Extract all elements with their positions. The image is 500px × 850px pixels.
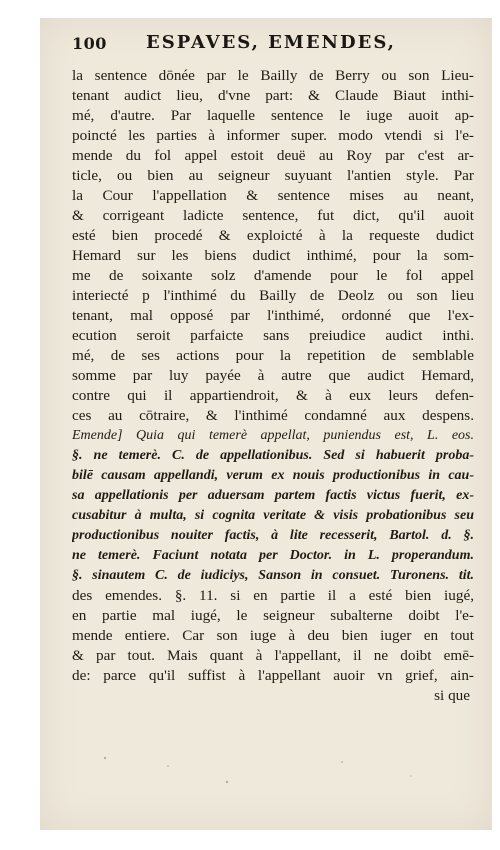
paper-speckles <box>77 750 497 800</box>
running-head: ESPAVES, EMENDES, <box>146 32 396 53</box>
text-line: interiecté p l'inthimé du Bailly de Deolz ou son lieu <box>72 287 474 304</box>
text-line: mé, de ses actions pour la repetition de semblable <box>72 347 474 364</box>
text-line: mé, d'autre. Par laquelle sentence le iuge auoit ap- <box>72 107 474 124</box>
text-line: poincté les parties à informer super. modo vtendi si l'e- <box>72 127 474 144</box>
text-line: ecution seroit parfaicte sans preiudice audict inthi. <box>72 327 474 344</box>
gloss-line: cusabitur à multa, si cognita veritate & visis probationibus seu <box>72 508 474 523</box>
text-line: mende entiere. Car son iuge à deu bien iuger en tout <box>72 627 474 644</box>
text-line: en partie mal iugé, le seigneur subalterne doibt l'e- <box>72 607 474 624</box>
text-line: mende du fol appel estoit deuë au Roy par c'est ar- <box>72 147 474 164</box>
text-line: me de soixante solz d'amende pour le fol appel <box>72 267 474 284</box>
text-line: la Cour l'appellation & sentence mises au neant, <box>72 187 474 204</box>
text-line: & corrigeant ladicte sentence, fut dict, qu'il auoit <box>72 207 474 224</box>
gloss-line: ne temerè. Faciunt notata per Doctor. in L. properandum. <box>72 548 474 563</box>
gloss-line: sa appellationis per aduersam partem factis victus fuerit, ex- <box>72 488 474 503</box>
text-line: contre qui il appartiendroit, & à eux leurs defen- <box>72 387 474 404</box>
book-page <box>40 18 492 830</box>
text-line: des emendes. §. 11. si en partie il a esté bien iugé, <box>72 587 474 604</box>
catchword: si que <box>434 687 470 704</box>
text-line: Hemard sur les biens dudict inthimé, pour la som- <box>72 247 474 264</box>
text-line: ces au cōtraire, & l'inthimé condamné aux despens. <box>72 407 474 424</box>
text-line: & par tout. Mais quant à l'appellant, il ne doibt emē- <box>72 647 474 664</box>
page-header <box>72 34 474 62</box>
text-line: la sentence dōnée par le Bailly de Berry ou son Lieu- <box>72 67 474 84</box>
gloss-line: Emende] Quia qui temerè appellat, puniendus est, L. eos. <box>72 428 474 443</box>
gloss-line: §. sinautem C. de iudiciys, Sanson in consuet. Turonens. tit. <box>72 568 474 583</box>
body-text <box>72 66 474 706</box>
gloss-line: bilē causam appellandi, verum ex nouis productionibus in cau- <box>72 468 474 483</box>
text-line: ticle, ou bien au seigneur suyuant l'antien style. Par <box>72 167 474 184</box>
page-number: 100 <box>72 34 107 53</box>
gloss-line: productionibus nouiter factis, à lite recesserit, Bartol. d. §. <box>72 528 474 543</box>
text-line: tenant, mal opposé par l'inthimé, ordonné que l'ex- <box>72 307 474 324</box>
text-line: tenant audict lieu, d'vne part: & Claude Biaut inthi- <box>72 87 474 104</box>
text-line: de: parce qu'il suffist à l'appellant auoir vn grief, ain- <box>72 667 474 684</box>
text-line: esté bien procedé & exploicté à la requeste dudict <box>72 227 474 244</box>
gloss-line: §. ne temerè. C. de appellationibus. Sed si habuerit proba- <box>72 448 474 463</box>
text-line: somme par luy payée à autre que audict Hemard, <box>72 367 474 384</box>
